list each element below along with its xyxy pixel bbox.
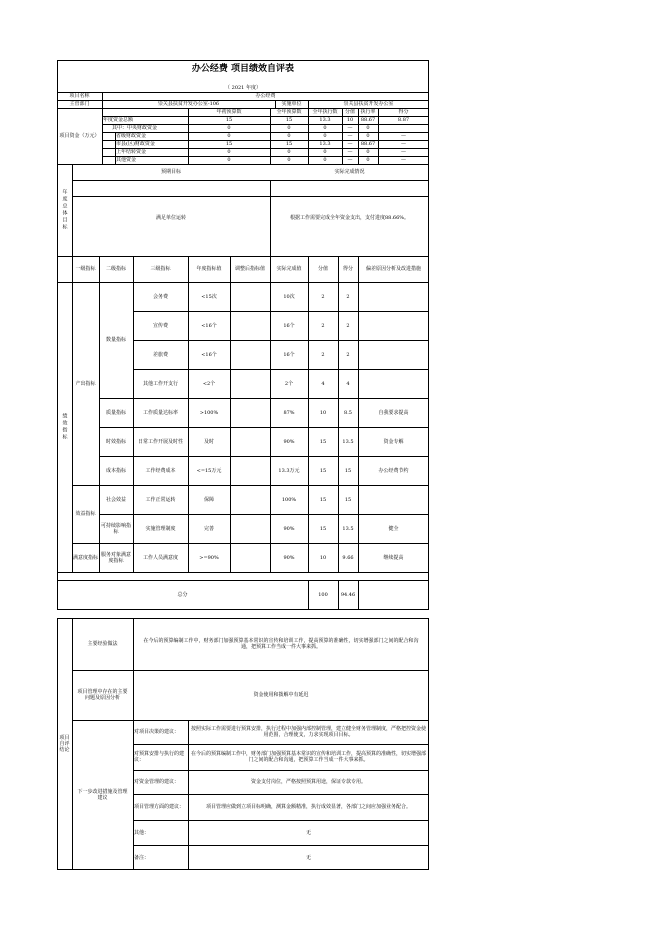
ind-cell: 15 <box>319 525 327 532</box>
dept: 崇关县扶贫开发办公室-106 <box>157 101 220 107</box>
funds-header: 执行率 <box>360 109 376 115</box>
advice-text: 无 <box>305 829 311 836</box>
ind-cell <box>230 369 270 398</box>
ind-cell: 16个 <box>283 322 295 329</box>
advice-text: 无 <box>305 854 311 861</box>
funds-row-name: 上年结转资金 <box>116 149 147 155</box>
funds-cell: — <box>347 133 353 139</box>
funds-cell: — <box>401 141 406 147</box>
ind-cell: 4 <box>346 380 350 387</box>
funds-cell: 0 <box>287 125 291 131</box>
ind-cell: 2 <box>346 351 350 358</box>
funds-cell: 0 <box>227 157 231 163</box>
goal-expected-label: 预期目标 <box>160 169 181 175</box>
ind-cell: 4 <box>321 380 325 387</box>
ind-l1: 满意度指标 <box>73 554 99 561</box>
funds-cell: 0 <box>323 157 327 163</box>
ind-cell: 2 <box>321 293 325 300</box>
ind-cell: 15 <box>319 438 327 445</box>
impl: 崇关县扶贫开发办公室 <box>343 101 394 107</box>
ind-cell: 办公经费节约 <box>378 467 409 474</box>
output-label: 产出指标 <box>75 380 96 387</box>
problem: 资金使用和拨解中有延迟 <box>253 692 309 698</box>
ind-l2: 质量指标 <box>105 409 126 416</box>
funds-cell: 0 <box>287 149 291 155</box>
funds-cell: 0 <box>287 157 291 163</box>
ind-cell: 资金专解 <box>383 438 404 445</box>
funds-cell: 0 <box>366 149 370 155</box>
ind-cell <box>230 427 270 456</box>
funds-cell: — <box>347 141 353 147</box>
ind-l2: 时效指标 <box>105 438 126 445</box>
dept-label: 主管部门 <box>69 101 90 107</box>
goal-expected: 满足单位运转 <box>155 215 186 221</box>
funds-header: 全年预算数 <box>276 109 302 115</box>
benefit-label: 效益指标 <box>75 511 96 517</box>
ind-l2: 可持续影响指标 <box>100 522 131 535</box>
funds-cell: — <box>401 133 406 139</box>
funds-cell: 88.67 <box>360 141 376 147</box>
ind-cell: 及时 <box>203 438 214 445</box>
funds-row-name: 市县(区)财政资金 <box>116 141 155 147</box>
funds-cell: 0 <box>227 149 231 155</box>
goal-actual-label: 实际完成情况 <box>334 169 365 175</box>
advice-label: 其他： <box>134 829 150 836</box>
ind-cell: <2个 <box>202 380 216 387</box>
funds-cell: 0 <box>323 133 327 139</box>
ind-cell: 87% <box>283 409 295 416</box>
main-exp: 在今后的预算编制工作中，财务部门加强预算基本常识的宣传和培训工作，提高预算的准确性，切实增强部门之间的配合和沟通，把预算工作当成一件大事来抓。 <box>143 638 419 650</box>
main-exp-label: 主要经验做法 <box>87 641 118 647</box>
ind-cell: <16个 <box>201 322 217 329</box>
ind-header: 偏差原因分析及改进措施 <box>365 266 421 272</box>
funds-header: 全年执行数 <box>312 109 338 115</box>
ind-cell: 100% <box>281 496 297 503</box>
funds-cell: 88.67 <box>360 117 376 123</box>
funds-cell: 13.3 <box>319 117 331 123</box>
funds-cell <box>378 124 429 132</box>
advice-label: 对项目决策的建议： <box>134 729 180 735</box>
ind-cell: 15 <box>319 467 327 474</box>
ind-cell: 2 <box>346 322 350 329</box>
ind-header: 一级指标 <box>75 266 96 272</box>
ind-cell: <16个 <box>201 351 217 358</box>
ind-cell: 90% <box>283 554 295 561</box>
funds-cell: 0 <box>366 157 370 163</box>
ind-cell: 2 <box>346 293 350 300</box>
advice-label: 项目管理方面的建议： <box>134 804 185 810</box>
ind-cell <box>230 282 270 311</box>
advice-text: 在今后的预算编制工作中，财务部门加强预算基本常识的宣传和培训工作，提高预算的准确性，切实增强部门之间的配合和沟通，把预算工作当成一件大事来抓。 <box>191 751 427 763</box>
ind-cell <box>230 398 270 427</box>
ind-cell <box>358 485 429 514</box>
funds-row-name: 年度资金总额 <box>103 117 134 123</box>
ind-cell <box>230 543 270 572</box>
ind-cell: 15 <box>344 467 352 474</box>
ind-cell: 宣传费 <box>152 322 168 329</box>
funds-cell: — <box>401 149 406 155</box>
project-name: 办公经费 <box>255 93 276 99</box>
funds-cell: 15 <box>285 141 293 147</box>
funds-header: 分值 <box>344 109 355 115</box>
funds-row-name: 省级财政资金 <box>116 133 147 139</box>
ind-cell <box>230 311 270 340</box>
funds-label: 项目资金（万元） <box>59 133 100 139</box>
funds-row-name: 其中：中央财政资金 <box>112 125 158 131</box>
funds-cell: — <box>347 149 353 155</box>
ind-l2: 成本指标 <box>105 467 126 474</box>
ind-cell: 工作质量达标率 <box>142 409 178 416</box>
ind-cell: 工作经费成本 <box>145 467 176 474</box>
funds-row-name: 其他资金 <box>116 157 137 163</box>
ind-cell: 2 <box>321 351 325 358</box>
ind-cell: 完善 <box>203 525 214 532</box>
total-score: 100 <box>318 592 328 598</box>
ind-cell: 90% <box>283 438 295 445</box>
page-title: 办公经费 项目绩效自评表 <box>191 64 295 74</box>
funds-cell: 0 <box>366 133 370 139</box>
ind-cell: 13.5 <box>342 438 354 445</box>
ind-cell: 工作人员满意度 <box>142 554 178 561</box>
total-pts: 94.46 <box>340 592 356 598</box>
advice-label: 备注： <box>134 854 150 861</box>
problem-label: 项目管理中存在的主要问题及原因分析 <box>77 689 128 701</box>
funds-header: 得分 <box>398 109 409 115</box>
ind-cell: 差旅费 <box>152 351 168 358</box>
ind-cell: 8.5 <box>344 409 352 416</box>
ind-l2: 服务对象满意度指标 <box>100 551 131 564</box>
ind-cell: <=15万元 <box>196 467 222 474</box>
funds-cell: 8.87 <box>397 117 410 123</box>
ind-cell: 自我要求提高 <box>378 409 409 416</box>
ind-header: 二级指标 <box>105 266 126 272</box>
ind-cell <box>230 456 270 485</box>
indicators-label: 绩效指标 <box>61 413 68 441</box>
conclusion-label: 项目自评结论 <box>59 735 70 753</box>
ind-cell: 实施管理制度 <box>145 525 176 532</box>
ind-cell: 15 <box>319 496 327 503</box>
funds-cell: — <box>401 157 406 163</box>
ind-cell: 13.5 <box>342 525 354 532</box>
advice-label: 对预算安排与执行的建议： <box>134 751 185 763</box>
funds-cell: — <box>347 125 353 131</box>
year-label: （ 2021 年度） <box>225 85 261 91</box>
ind-cell <box>358 311 429 340</box>
ind-l2: 社会效益 <box>105 496 126 503</box>
ind-cell: 9.66 <box>342 554 354 561</box>
ind-cell <box>358 282 429 311</box>
ind-cell: 10次 <box>283 293 295 300</box>
funds-cell: 0 <box>323 149 327 155</box>
ind-cell: 会务费 <box>152 293 168 300</box>
ind-cell: 日常工作开展及时性 <box>137 438 183 445</box>
ind-cell <box>230 485 270 514</box>
ind-cell: 2 <box>321 322 325 329</box>
ind-cell: >=90% <box>199 554 219 561</box>
ind-header: 三级指标 <box>150 266 171 272</box>
ind-header: 调整后指标值 <box>234 266 265 272</box>
ind-cell: 保障 <box>203 496 214 503</box>
ind-cell: 90% <box>283 525 295 532</box>
ind-cell: 继续提高 <box>383 554 404 561</box>
funds-cell: 0 <box>227 133 231 139</box>
ind-cell <box>358 340 429 369</box>
advice-text: 资金支付岗位，严格按照预算用途，保证专款专用。 <box>250 779 366 785</box>
advice-label: 对资金管理的建议： <box>134 779 180 785</box>
ind-cell: 10 <box>319 554 327 561</box>
ind-cell: <15次 <box>201 293 217 300</box>
ind-cell <box>230 514 270 543</box>
funds-cell: 15 <box>225 117 233 123</box>
impl-label: 实施单位 <box>281 101 302 107</box>
ind-header: 分值 <box>317 266 328 272</box>
funds-cell: 13.3 <box>319 141 331 147</box>
ind-cell: 其他工作开支行 <box>142 380 178 387</box>
next-label: 下一步改进措施及管理建议 <box>77 789 128 801</box>
ind-cell: 13.3万元 <box>278 467 300 474</box>
funds-cell: 15 <box>225 141 233 147</box>
funds-cell: 15 <box>285 117 293 123</box>
ind-header: 得分 <box>342 266 353 272</box>
goal-actual: 根据工作需要完成全年资金支出，支付进度88.66%。 <box>289 215 410 221</box>
ind-header: 年度指标值 <box>196 266 222 272</box>
funds-cell: 0 <box>227 125 231 131</box>
funds-cell: — <box>347 157 353 163</box>
ind-cell: 16个 <box>283 351 295 358</box>
ind-cell <box>230 340 270 369</box>
advice-text: 项目管理应做到立项目标明确，测算金额精准，执行成效显著，各部门之间应加强业务配合。 <box>205 804 411 810</box>
project-name-label: 项目名称 <box>69 93 90 99</box>
funds-cell: 0 <box>323 125 327 131</box>
funds-header: 年初预算数 <box>216 109 242 115</box>
ind-cell: 2个 <box>284 380 294 387</box>
ind-cell: 15 <box>344 496 352 503</box>
funds-cell: 0 <box>287 133 291 139</box>
ind-cell <box>358 369 429 398</box>
ind-cell: >100% <box>199 409 219 416</box>
ind-cell: 健全 <box>388 525 399 532</box>
ind-cell: 工作正常运转 <box>145 496 176 503</box>
ind-header: 实际完成值 <box>276 266 302 272</box>
funds-cell: 0 <box>366 125 370 131</box>
ind-cell: 10 <box>319 409 327 416</box>
quantity-label: 数量指标 <box>105 337 126 343</box>
funds-cell: 10 <box>346 117 354 123</box>
advice-text: 按照实际工作需要进行预算安排，执行过程中加强内部控制管理，建立健全财务管理制度，严格把控资金使用范围，合理使支，力求实现项目目标。 <box>191 726 427 738</box>
total-label: 总分 <box>177 592 188 598</box>
goal-label: 年度总体目标 <box>61 189 68 231</box>
